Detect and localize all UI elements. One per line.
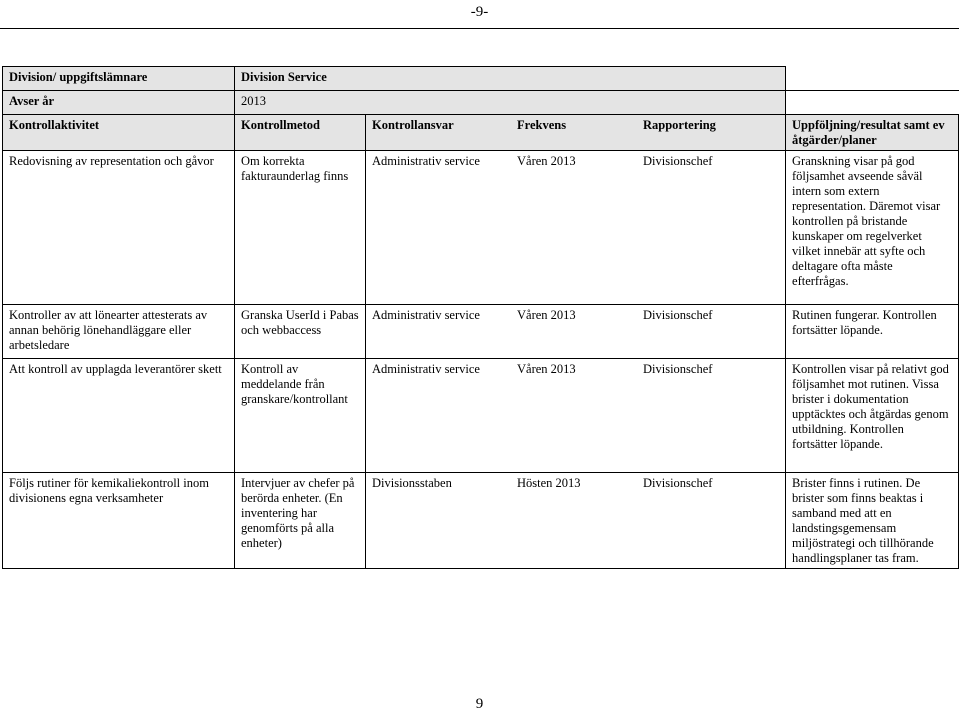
frequency-cell: Våren 2013 xyxy=(517,362,576,376)
table-row xyxy=(3,151,959,305)
frequency-cell: Hösten 2013 xyxy=(517,476,581,490)
control-plan-table xyxy=(2,66,959,569)
followup-cell: Granskning visar på god följsamhet avseende såväl intern som extern representation. Däremot visar kontrollen på bristande kunskaper om regelverket vilket innebär att syfte och deltagare ofta måste efterfrågas. xyxy=(786,151,959,305)
header-method: Kontrollmetod xyxy=(235,115,366,151)
reporting-cell: Divisionschef xyxy=(643,308,713,322)
activity-cell: Redovisning av representation och gåvor xyxy=(3,151,235,305)
division-value: Division Service xyxy=(235,67,786,91)
empty-cell xyxy=(786,67,959,91)
frequency-cell: Våren 2013 xyxy=(517,154,576,168)
division-label: Division/ uppgiftslämnare xyxy=(3,67,235,91)
page-number: 9 xyxy=(475,696,484,712)
method-cell: Granska UserId i Pabas och webbaccess xyxy=(235,305,366,359)
followup-cell: Kontrollen visar på relativt god följsamhet mot rutinen. Vissa brister i dokumentation upptäcktes och åtgärdas genom utbildning. Kontrollen fortsätter löpande. xyxy=(786,359,959,473)
header-frequency: Frekvens xyxy=(517,118,567,132)
table-row xyxy=(3,359,959,473)
responsible-cell: Administrativ service xyxy=(372,308,480,322)
table-row xyxy=(3,473,959,569)
followup-cell: Rutinen fungerar. Kontrollen fortsätter löpande. xyxy=(786,305,959,359)
activity-cell: Följs rutiner för kemikaliekontroll inom divisionens egna verksamheter xyxy=(3,473,235,569)
reporting-cell: Divisionschef xyxy=(643,362,713,376)
header-group xyxy=(366,115,786,151)
year-row xyxy=(3,91,959,115)
empty-cell xyxy=(786,91,959,115)
details-cell xyxy=(366,473,786,569)
method-cell: Om korrekta fakturaunderlag finns xyxy=(235,151,366,305)
responsible-cell: Administrativ service xyxy=(372,362,480,376)
responsible-cell: Divisionsstaben xyxy=(372,476,452,490)
column-header-row xyxy=(3,115,959,151)
year-value: 2013 xyxy=(235,91,786,115)
details-cell xyxy=(366,151,786,305)
activity-cell: Att kontroll av upplagda leverantörer skett xyxy=(3,359,235,473)
header-followup: Uppföljning/resultat samt ev åtgärder/planer xyxy=(786,115,959,151)
method-cell: Intervjuer av chefer på berörda enheter. (En inventering har genomförts på alla enheter) xyxy=(235,473,366,569)
details-cell xyxy=(366,359,786,473)
reporting-cell: Divisionschef xyxy=(643,154,713,168)
header-activity: Kontrollaktivitet xyxy=(3,115,235,151)
year-label: Avser år xyxy=(3,91,235,115)
division-row xyxy=(3,67,959,91)
table-row xyxy=(3,305,959,359)
reporting-cell: Divisionschef xyxy=(643,476,713,490)
header-reporting: Rapportering xyxy=(643,118,716,132)
header-responsible: Kontrollansvar xyxy=(372,118,454,132)
followup-cell: Brister finns i rutinen. De brister som finns beaktas i samband med att en landstingsgemensam miljöstrategi och tillhörande handlingsplaner tas fram. xyxy=(786,473,959,569)
header-rule xyxy=(0,28,959,29)
page-header: -9- xyxy=(470,4,489,20)
details-cell xyxy=(366,305,786,359)
activity-cell: Kontroller av att lönearter attesterats av annan behörig lönehandläggare eller arbetsledare xyxy=(3,305,235,359)
responsible-cell: Administrativ service xyxy=(372,154,480,168)
method-cell: Kontroll av meddelande från granskare/kontrollant xyxy=(235,359,366,473)
frequency-cell: Våren 2013 xyxy=(517,308,576,322)
